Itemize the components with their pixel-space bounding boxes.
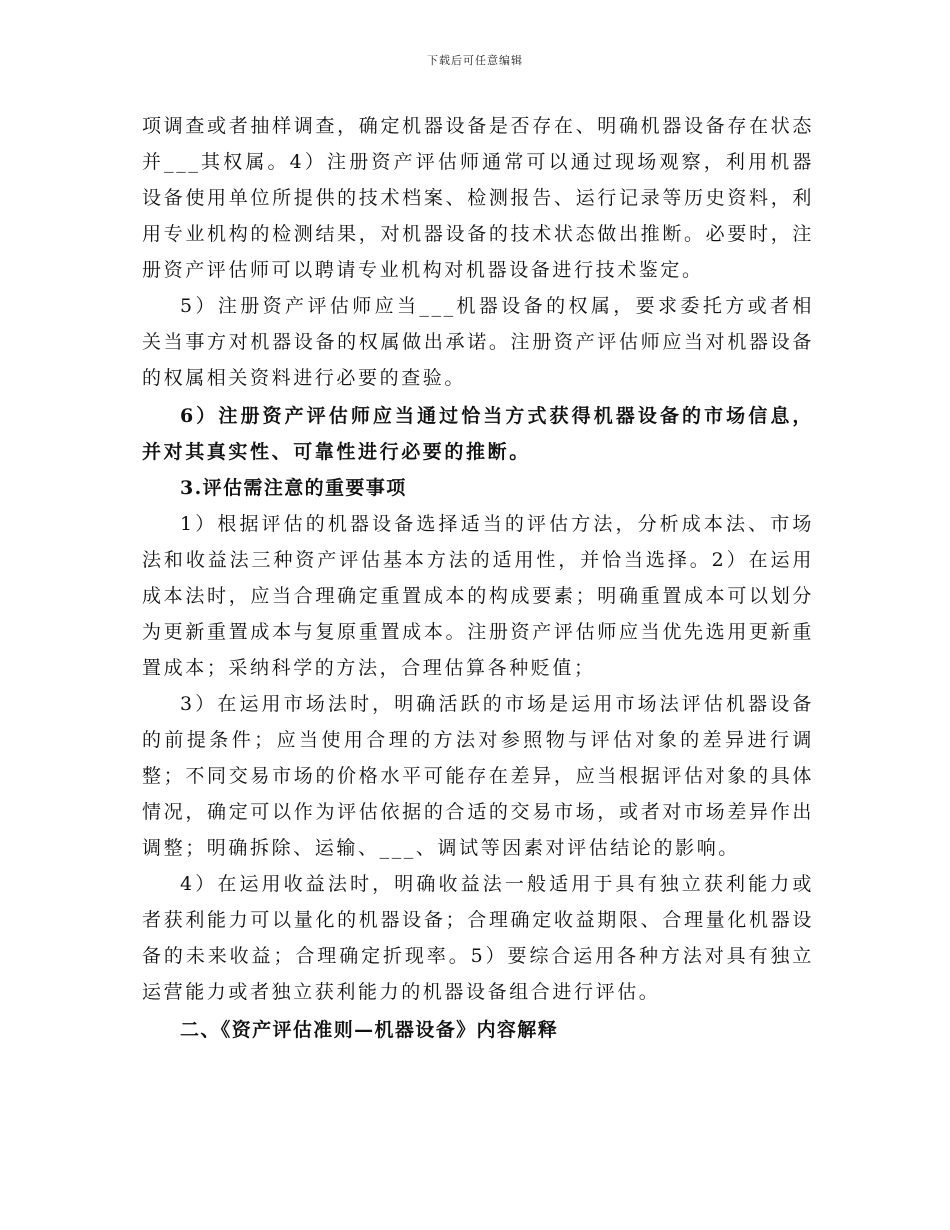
paragraph-5: 3）在运用市场法时，明确活跃的市场是运用市场法评估机器设备的前提条件；应当使用合理的方法对参照物与评估对象的差异进行调整；不同交易市场的价格水平可能存在差异，应当根据评估对象的具体情况，确定可以作为评估依据的合适的交易市场，或者对市场差异作出调整；明确拆除、运输、___、调试等因素对评估结论的影响。 — [142, 693, 814, 859]
document-body — [142, 108, 814, 1048]
paragraph-4: 1）根据评估的机器设备选择适当的评估方法，分析成本法、市场法和收益法三种资产评估基本方法的适用性，并恰当选择。2）在运用成本法时，应当合理确定重置成本的构成要素；明确重置成本可以划分为更新重置成本与复原重置成本。注册资产评估师应当优先选用更新重置成本；采纳科学的方法，合理估算各种贬值； — [142, 513, 814, 679]
paragraph-2: 5）注册资产评估师应当___机器设备的权属，要求委托方或者相关当事方对机器设备的权属做出承诺。注册资产评估师应当对机器设备的权属相关资料进行必要的查验。 — [142, 295, 814, 389]
section-heading-2: 二、《资产评估准则—机器设备》内容解释 — [180, 1019, 559, 1041]
paragraph-3-bold: 6）注册资产评估师应当通过恰当方式获得机器设备的市场信息，并对其真实性、可靠性进行必要的推断。 — [142, 405, 814, 463]
paragraph-6: 4）在运用收益法时，明确收益法一般适用于具有独立获利能力或者获利能力可以量化的机器设备；合理确定收益期限、合理量化机器设备的未来收益；合理确定折现率。5）要综合运用各种方法对具有独立运营能力或者独立获利能力的机器设备组合进行评估。 — [142, 873, 814, 1003]
section-heading-3: 3.评估需注意的重要事项 — [180, 477, 407, 499]
paragraph-1: 项调查或者抽样调查，确定机器设备是否存在、明确机器设备存在状态并___其权属。4）注册资产评估师通常可以通过现场观察，利用机器设备使用单位所提供的技术档案、检测报告、运行记录等历史资料，利用专业机构的检测结果，对机器设备的技术状态做出推断。必要时，注册资产评估师可以聘请专业机构对机器设备进行技术鉴定。 — [142, 115, 814, 281]
page-header: 下载后可任意编辑 — [427, 54, 523, 67]
